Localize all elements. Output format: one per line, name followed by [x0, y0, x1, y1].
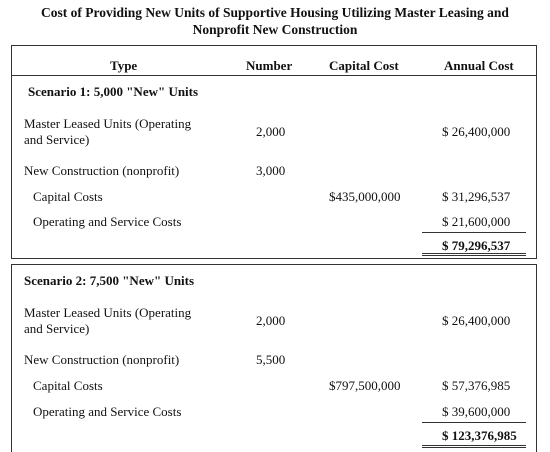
master-leased-label-line-1: Master Leased Units (Operating [24, 116, 192, 131]
capital-costs-label: Capital Costs [33, 378, 103, 393]
operating-service-costs-label: Operating and Service Costs [33, 214, 182, 229]
column-header-annual-cost: Annual Cost [444, 58, 514, 73]
master-leased-number: 2,000 [256, 124, 286, 139]
master-leased-number: 2,000 [256, 313, 286, 328]
scenario-1-table [11, 45, 537, 259]
scenario-2-table [11, 264, 537, 452]
scenario-heading: Scenario 2: 7,500 "New" Units [24, 273, 195, 288]
master-leased-label-line-1: Master Leased Units (Operating [24, 305, 192, 320]
subtotal-underline [422, 422, 526, 423]
scenario-total: $ 79,296,537 [442, 238, 511, 253]
new-construction-label: New Construction (nonprofit) [24, 163, 180, 178]
capital-costs-annual-cost: $ 57,376,985 [442, 378, 511, 393]
operating-service-costs-label: Operating and Service Costs [33, 404, 182, 419]
column-header-capital-cost: Capital Cost [329, 58, 399, 73]
column-header-type: Type [110, 58, 138, 73]
total-double-underline [422, 253, 526, 256]
capital-costs-capital-cost: $435,000,000 [329, 189, 401, 204]
master-leased-label-line-2: and Service) [24, 321, 90, 336]
new-construction-number: 5,500 [256, 352, 286, 367]
new-construction-label: New Construction (nonprofit) [24, 352, 180, 367]
page-title [0, 4, 550, 38]
subtotal-underline [422, 232, 526, 233]
scenario-heading: Scenario 1: 5,000 "New" Units [28, 84, 199, 99]
capital-costs-annual-cost: $ 31,296,537 [442, 189, 511, 204]
capital-costs-label: Capital Costs [33, 189, 103, 204]
operating-service-costs-annual-cost: $ 39,600,000 [442, 404, 511, 419]
header-divider [12, 75, 536, 76]
title-line-1: Cost of Providing New Units of Supportive Housing Utilizing Master Leasing and [41, 5, 509, 20]
capital-costs-capital-cost: $797,500,000 [329, 378, 401, 393]
scenario-total: $ 123,376,985 [442, 428, 517, 443]
master-leased-annual-cost: $ 26,400,000 [442, 313, 511, 328]
title-line-2: Nonprofit New Construction [192, 22, 358, 37]
operating-service-costs-annual-cost: $ 21,600,000 [442, 214, 511, 229]
total-double-underline [422, 445, 526, 448]
master-leased-annual-cost: $ 26,400,000 [442, 124, 511, 139]
new-construction-number: 3,000 [256, 163, 286, 178]
column-header-number: Number [246, 58, 293, 73]
master-leased-label-line-2: and Service) [24, 132, 90, 147]
